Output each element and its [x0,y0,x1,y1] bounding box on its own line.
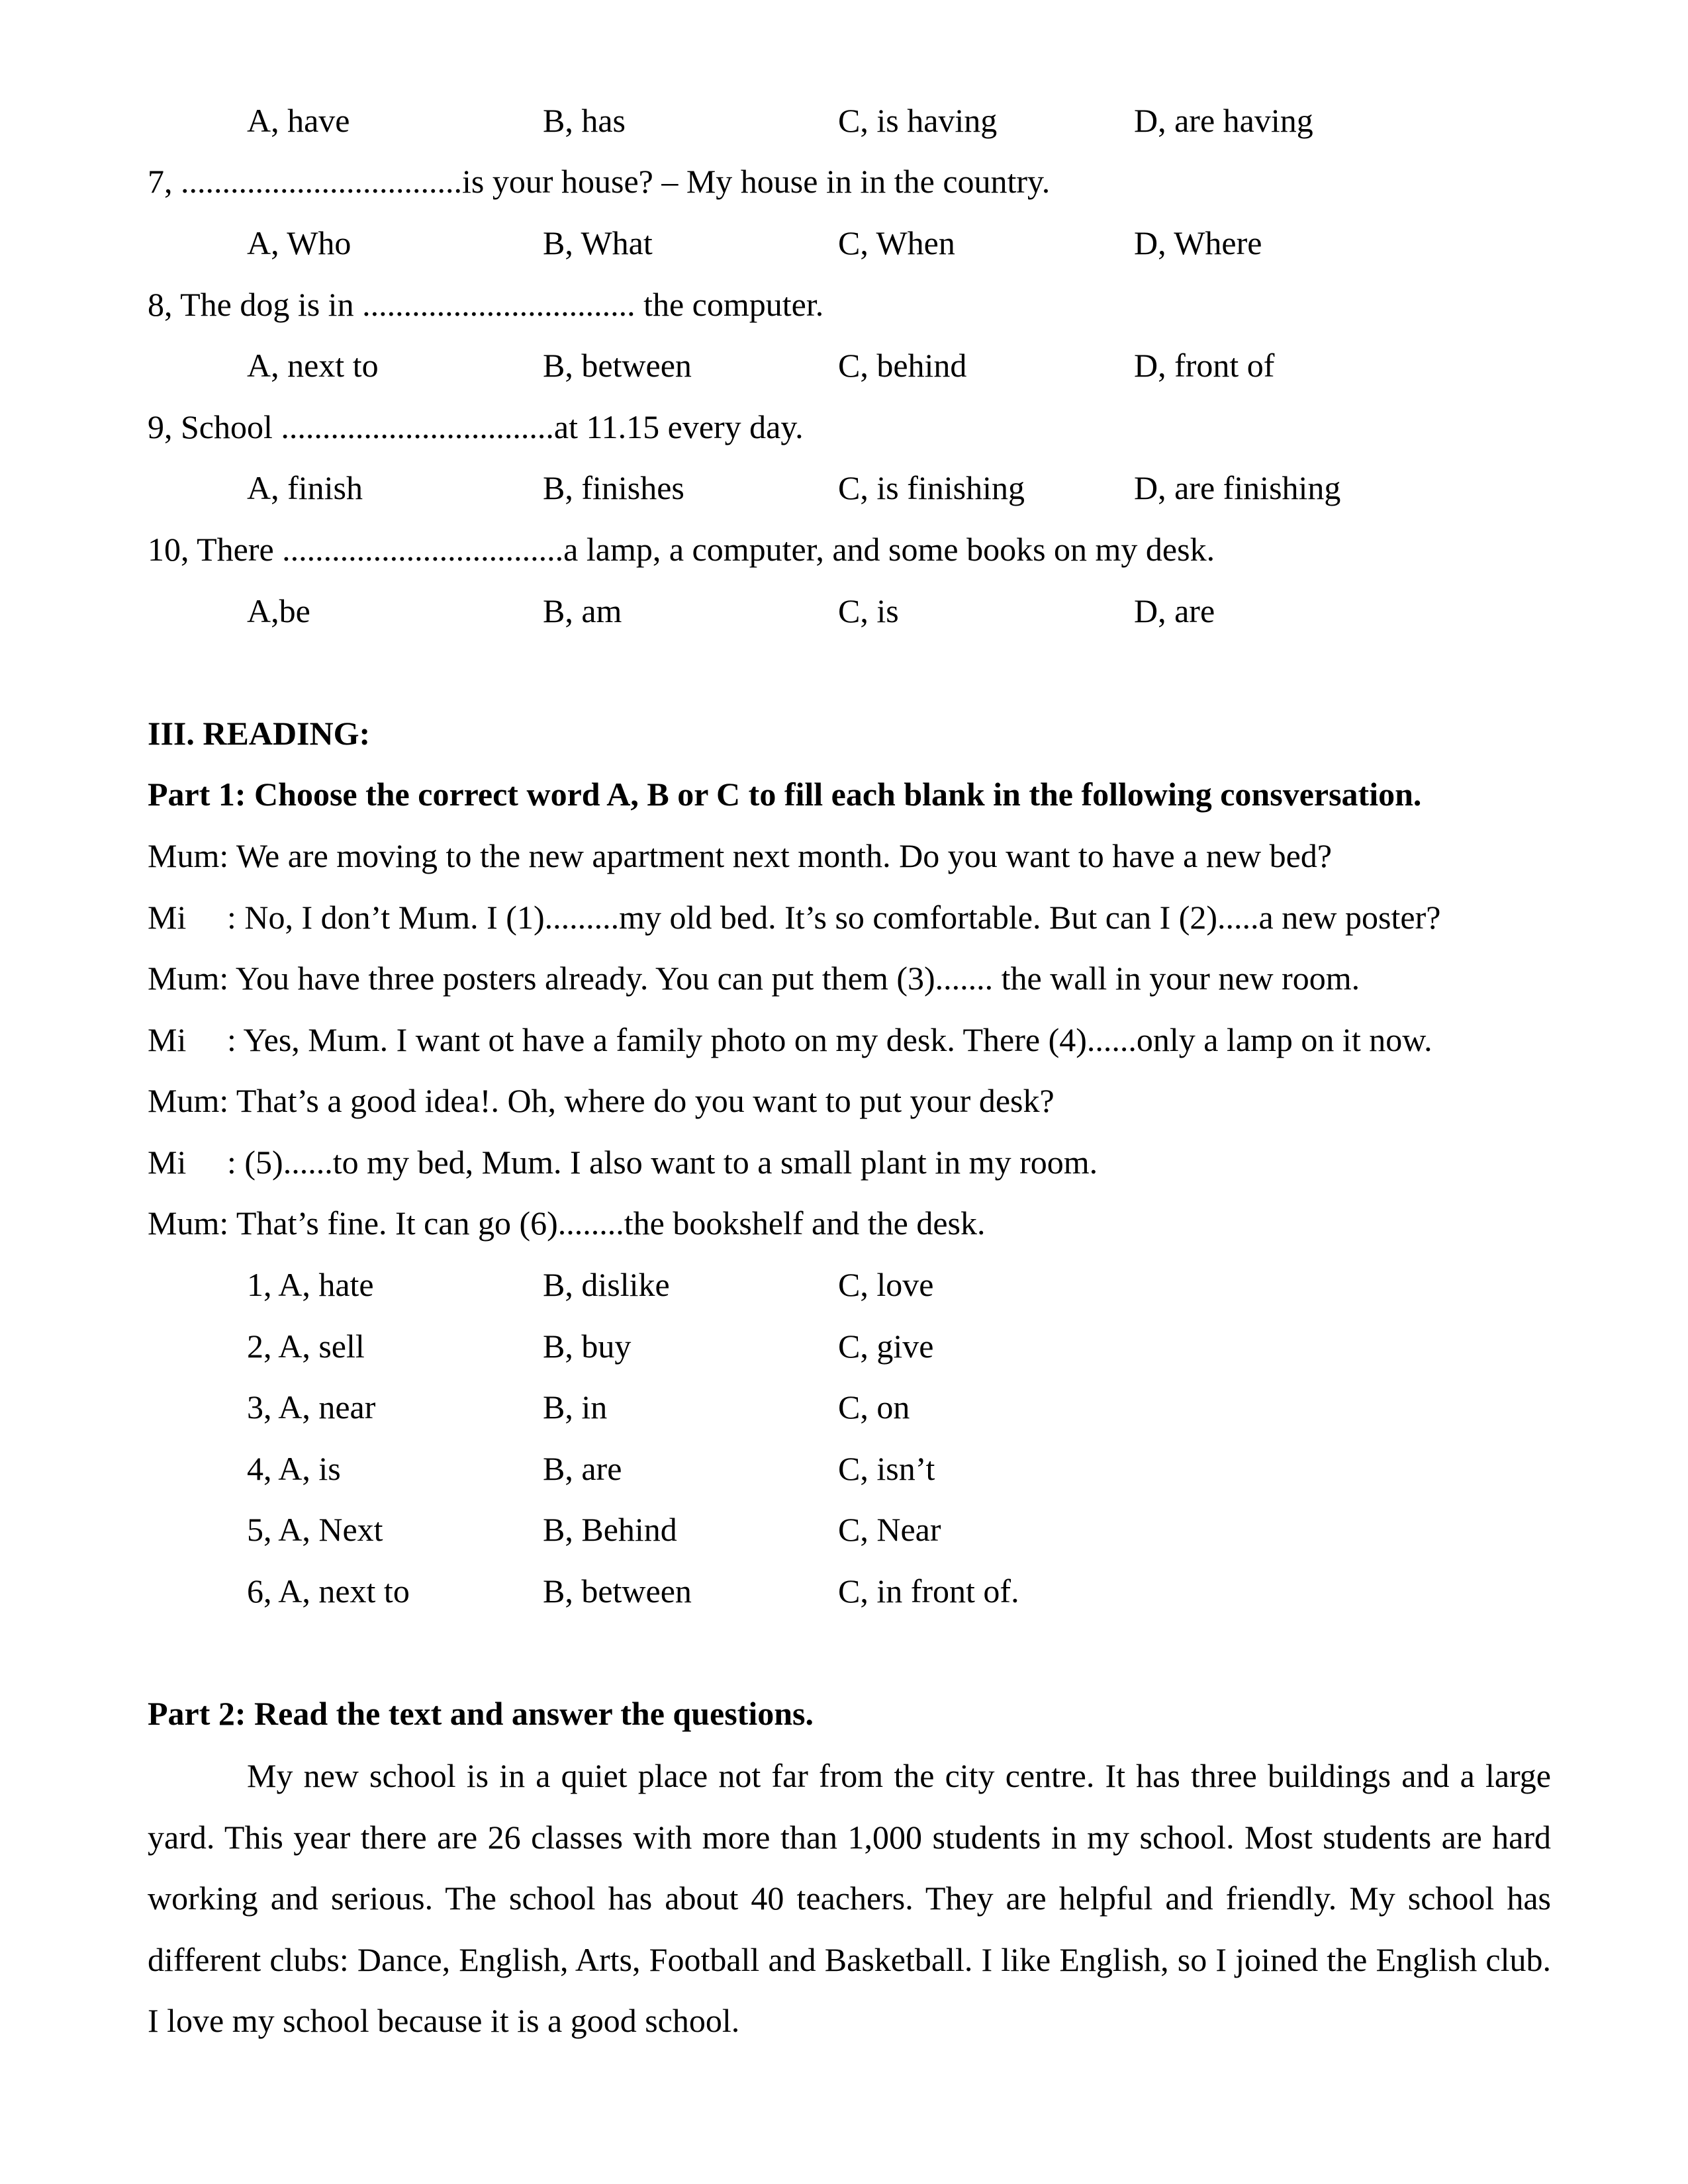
answer-option: 6, A, next to [247,1572,410,1610]
dialogue-line [148,836,1332,876]
option-c: C, behind [838,347,967,384]
answer-option: C, give [838,1328,934,1365]
option-c: C, is having [838,102,998,139]
option-b: B, has [543,102,626,139]
dialogue-text: : Yes, Mum. I want ot have a family photo on my desk. There (4)......only a lamp on it now. [227,1021,1432,1058]
option-c: C, is finishing [838,469,1025,506]
option-b: B, am [543,592,622,629]
question-text: 8, The dog is in ................................. the computer. [148,286,824,323]
dialogue-text: You have three posters already. You can put them (3)....... the wall in your new room. [228,960,1360,997]
answer-option: B, between [543,1572,692,1610]
option-d: D, are finishing [1134,469,1341,506]
option-a: A, have [247,102,350,139]
answer-option: B, are [543,1450,622,1487]
dialogue-line [148,1203,986,1243]
dialogue-line [148,1142,1098,1182]
answer-option: 5, A, Next [247,1511,383,1548]
answer-option: C, love [838,1266,934,1303]
question-text: 10, There ..................................a lamp, a computer, and some books on my desk. [148,531,1215,568]
option-d: D, Where [1134,224,1262,261]
answer-option: C, in front of. [838,1572,1019,1610]
option-a: A, finish [247,469,363,506]
answer-option: 3, A, near [247,1388,376,1426]
question-text: 9, School .................................at 11.15 every day. [148,408,804,445]
option-c: C, is [838,592,899,629]
option-a: A, Who [247,224,352,261]
option-a: A,be [247,592,310,629]
option-d: D, front of [1134,347,1275,384]
option-d: D, are having [1134,102,1313,139]
part-2-heading: Part 2: Read the text and answer the questions. [148,1695,814,1732]
question-text: 7, ..................................is your house? – My house in in the country. [148,163,1051,200]
answer-option: B, Behind [543,1511,677,1548]
option-b: B, between [543,347,692,384]
speaker-mi: Mi [148,899,187,936]
option-c: C, When [838,224,955,261]
dialogue-text: : (5)......to my bed, Mum. I also want to a small plant in my room. [227,1144,1098,1181]
option-b: B, finishes [543,469,684,506]
dialogue-text: We are moving to the new apartment next month. Do you want to have a new bed? [228,837,1333,874]
dialogue-text: : No, I don’t Mum. I (1).........my old bed. It’s so comfortable. But can I (2).....a new poster? [227,899,1441,936]
answer-option: B, buy [543,1328,632,1365]
dialogue-text: That’s a good idea!. Oh, where do you want to put your desk? [228,1082,1055,1119]
answer-option: C, isn’t [838,1450,935,1487]
part-1-heading: Part 1: Choose the correct word A, B or C to fill each blank in the following consversation. [148,776,1422,813]
speaker-mum: Mum: [148,1205,229,1242]
speaker-mum: Mum: [148,1082,229,1119]
answer-option: 4, A, is [247,1450,341,1487]
answer-option: C, Near [838,1511,941,1548]
answer-option: 1, A, hate [247,1266,374,1303]
reading-passage: My new school is in a quiet place not far from the city centre. It has three buildings and a large yard. This year there are 26 classes with more than 1,000 students in my school. Most students are hard working and serious. The school has about 40 teachers. They are helpful and friendly. My school has different clubs: Dance, English, Arts, Football and Basketball. I like English, so I joined the English club. I love my school because it is a good school. [148,1757,1551,2039]
dialogue-line [148,1020,1432,1060]
answer-option: B, in [543,1388,608,1426]
speaker-mi: Mi [148,1021,187,1058]
section-heading: III. READING: [148,715,371,752]
answer-option: B, dislike [543,1266,670,1303]
option-a: A, next to [247,347,379,384]
speaker-mum: Mum: [148,960,229,997]
dialogue-text: That’s fine. It can go (6)........the bookshelf and the desk. [228,1205,986,1242]
dialogue-line [148,897,1440,937]
speaker-mum: Mum: [148,837,229,874]
speaker-mi: Mi [148,1144,187,1181]
dialogue-line [148,958,1360,998]
answer-option: C, on [838,1388,910,1426]
option-b: B, What [543,224,653,261]
dialogue-line [148,1081,1055,1120]
answer-option: 2, A, sell [247,1328,365,1365]
option-d: D, are [1134,592,1215,629]
